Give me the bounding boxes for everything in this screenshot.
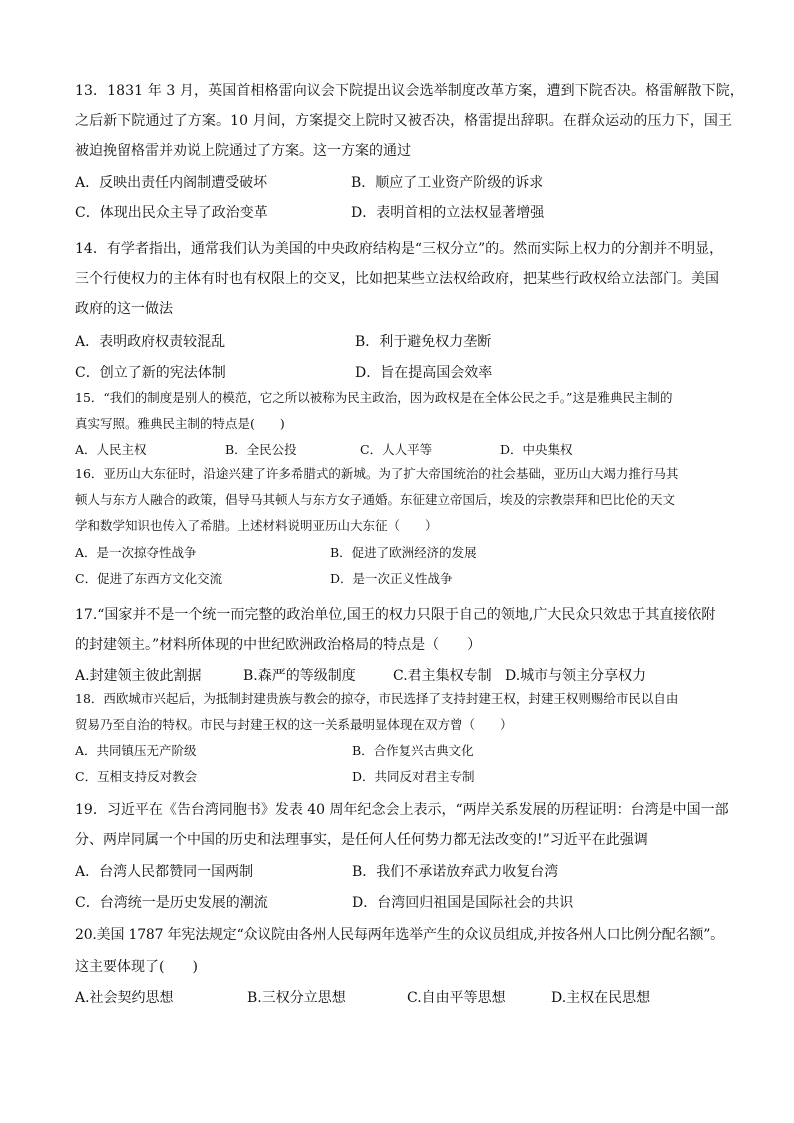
option-c[interactable]: C．体现出民众主导了政治变革 — [75, 205, 268, 221]
option-c[interactable]: C．台湾统一是历史发展的潮流 — [75, 895, 268, 911]
option-d[interactable]: D．台湾回归祖国是国际社会的共识 — [352, 895, 574, 911]
option-a[interactable]: A．台湾人民都赞同一国两制 — [75, 864, 254, 880]
option-a[interactable]: A．表明政府权责较混乱 — [75, 334, 226, 350]
question-stem-line: 14．有学者指出，通常我们认为美国的中央政府结构是“三权分立”的。然而实际上权力的分割并不明显， — [75, 241, 724, 257]
option-b[interactable]: B.三权分立思想 — [247, 990, 346, 1006]
option-d[interactable]: D．表明首相的立法权显著增强 — [351, 205, 545, 221]
option-b[interactable]: B．促进了欧洲经济的发展 — [330, 545, 477, 560]
question-stem-line: 19．习近平在《告台湾同胞书》发表 40 周年纪念会上表示，“两岸关系发展的历程证明：台湾是中国一部 — [75, 802, 729, 818]
question-stem-line: 之后新下院通过了方案。10 月间，方案提交上院时又被否决，格雷提出辞职。在群众运动的压力下，国王 — [75, 113, 733, 129]
question-stem-line: 贸易乃至自治的特权。市民与封建王权的这一关系最明显体现在双方曾（ ） — [75, 717, 513, 732]
question-stem-line: 这主要体现了( ) — [75, 959, 198, 975]
option-c[interactable]: C．促进了东西方文化交流 — [75, 571, 223, 586]
question-stem-line: 15．“我们的制度是别人的模范，它之所以被称为民主政治，因为政权是在全体公民之手。”这是雅典民主制的 — [75, 390, 673, 405]
option-b[interactable]: B．全民公投 — [225, 442, 297, 457]
question-stem-line: 被迫挽留格雷并劝说上院通过了方案。这一方案的通过 — [75, 143, 411, 159]
question-17 — [75, 604, 725, 684]
option-d[interactable]: D．是一次正义性战争 — [330, 571, 453, 586]
question-14 — [75, 238, 725, 388]
question-stem-line: 政府的这一做法 — [75, 301, 173, 317]
option-b[interactable]: B.森严的等级制度 — [243, 668, 356, 684]
option-c[interactable]: C.自由平等思想 — [407, 990, 506, 1006]
question-18 — [75, 689, 725, 789]
option-b[interactable]: B．我们不承诺放弃武力收复台湾 — [352, 864, 559, 880]
option-d[interactable]: D．旨在提高国会效率 — [355, 365, 493, 381]
option-b[interactable]: B．顺应了工业资产阶级的诉求 — [351, 175, 544, 191]
question-19 — [75, 799, 729, 919]
question-stem-line: 顿人与东方人融合的政策，倡导马其顿人与东方女子通婚。东征建立帝国后，埃及的宗教崇拜和巴比伦的天文 — [75, 492, 676, 507]
option-d[interactable]: D.城市与领主分享权力 — [505, 668, 647, 684]
option-a[interactable]: A．人民主权 — [75, 442, 147, 457]
question-stem-line: 学和数学知识也传入了希腊。上述材料说明亚历山大东征（ ） — [75, 518, 438, 533]
option-a[interactable]: A.社会契约思想 — [75, 990, 174, 1006]
option-b[interactable]: B．合作复兴古典文化 — [352, 743, 474, 758]
question-stem-line: 三个行使权力的主体有时也有权限上的交叉，比如把某些立法权给政府，把某些行政权给立法部门。美国 — [75, 271, 719, 287]
option-a[interactable]: A．共同镇压无产阶级 — [75, 743, 197, 758]
question-stem-line: 18．西欧城市兴起后，为抵制封建贵族与教会的掠夺，市民选择了支持封建王权，封建王权则赐给市民以自由 — [75, 691, 679, 706]
question-13 — [75, 80, 744, 230]
option-c[interactable]: C．创立了新的宪法体制 — [75, 365, 226, 381]
question-stem-line: 20.美国 1787 年宪法规定“众议院由各州人民每两年选举产生的众议员组成,并按各州人口比例分配名额”。 — [75, 927, 724, 943]
option-d[interactable]: D．中央集权 — [500, 442, 573, 457]
option-d[interactable]: D．共同反对君主专制 — [352, 769, 475, 784]
question-stem-line: 16．亚历山大东征时，沿途兴建了许多希腊式的新城。为了扩大帝国统治的社会基础，亚历山大竭力推行马其 — [75, 466, 679, 481]
question-stem-line: 分、两岸同属一个中国的历史和法理事实，是任何人任何势力都无法改变的!”习近平在此强调 — [75, 832, 648, 848]
option-a[interactable]: A.封建领主彼此割据 — [75, 668, 202, 684]
option-c[interactable]: C.君主集权专制 — [393, 668, 492, 684]
option-b[interactable]: B．利于避免权力垄断 — [355, 334, 492, 350]
question-20 — [75, 924, 725, 1014]
question-16 — [75, 464, 725, 594]
option-c[interactable]: C．互相支持反对教会 — [75, 769, 198, 784]
question-stem-line: 17.“国家并不是一个统一而完整的政治单位,国王的权力只限于自己的领地,广大民众只效忠于其直接依附 — [75, 607, 716, 623]
question-stem-line: 的封建领主。”材料所体现的中世纪欧洲政治格局的特点是（ ） — [75, 637, 482, 653]
question-stem-line: 真实写照。雅典民主制的特点是( ) — [75, 416, 285, 431]
option-a[interactable]: A．是一次掠夺性战争 — [75, 545, 197, 560]
option-c[interactable]: C．人人平等 — [360, 442, 433, 457]
option-d[interactable]: D.主权在民思想 — [551, 990, 651, 1006]
question-15 — [75, 388, 725, 458]
question-stem-line: 13．1831 年 3 月，英国首相格雷向议会下院提出议会选举制度改革方案，遭到下院否决。格雷解散下院， — [75, 83, 744, 99]
option-a[interactable]: A．反映出责任内阁制遭受破坏 — [75, 175, 268, 191]
